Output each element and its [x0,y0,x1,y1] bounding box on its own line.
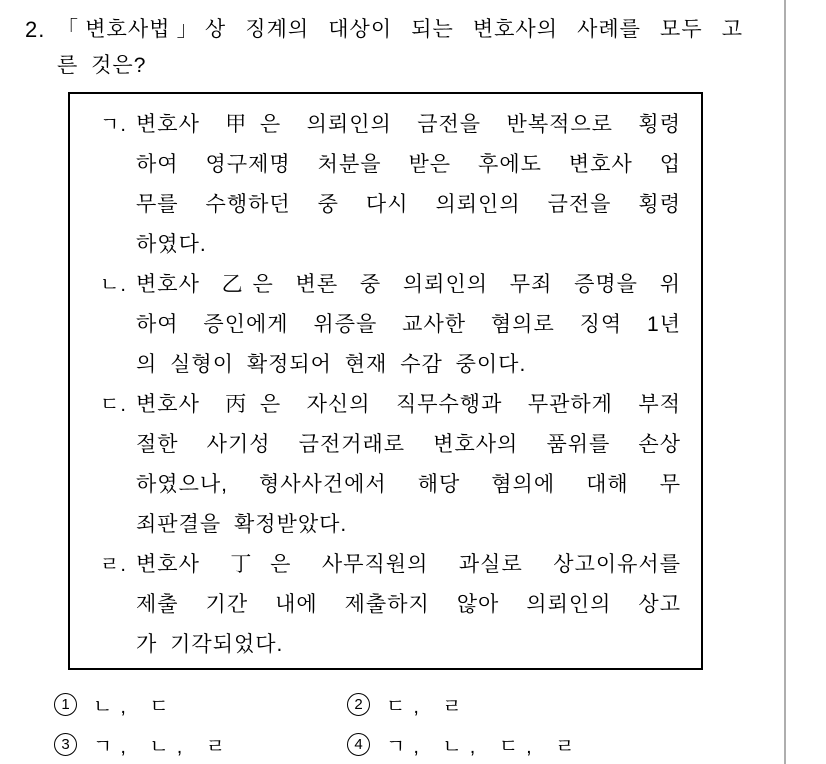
case-rieul-line-3: 가 기각되었다. [136,633,284,656]
case-digeut-line-4: 죄판결을 확정받았다. [136,513,348,536]
case-marker-giyeok: ㄱ. [100,114,127,136]
case-item-nieun [100,265,681,385]
case-rieul-line-2: 제출 기간 내에 제출하지 않아 의뢰인의 상고 [136,593,681,616]
answer-choice-4[interactable] [347,731,583,757]
answer-choice-1[interactable] [54,691,177,717]
case-marker-rieul: ㄹ. [100,554,127,576]
case-digeut-line-2: 절한 사기성 금전거래로 변호사의 품위를 손상 [136,433,681,456]
question-text-line-1: 「변호사법」상 징계의 대상이 되는 변호사의 사례를 모두 고 [57,18,743,41]
choice-2-label: ㄷ, ㄹ [386,695,470,718]
case-nieun-line-1: 변호사 乙은 변론 중 의뢰인의 무죄 증명을 위 [136,273,681,296]
question-text-line-2: 른 것은? [57,54,147,77]
choice-2-circle-number: 2 [347,693,370,716]
case-marker-nieun: ㄴ. [100,274,127,296]
choice-1-circle-number: 1 [54,693,77,716]
choice-3-label: ㄱ, ㄴ, ㄹ [93,735,234,758]
case-giyeok-line-1: 변호사 甲은 의뢰인의 금전을 반복적으로 횡령 [136,113,681,136]
question-number: 2. [25,17,46,42]
case-marker-digeut: ㄷ. [100,394,127,416]
case-giyeok-line-4: 하였다. [136,233,207,256]
choice-4-label: ㄱ, ㄴ, ㄷ, ㄹ [386,735,583,758]
case-rieul-line-1: 변호사 丁은 사무직원의 과실로 상고이유서를 [136,553,681,576]
case-item-digeut [100,385,681,545]
case-giyeok-line-3: 무를 수행하던 중 다시 의뢰인의 금전을 횡령 [136,193,681,216]
cases-box [68,92,703,670]
answer-choice-3[interactable] [54,731,233,757]
choice-1-label: ㄴ, ㄷ [93,695,177,718]
case-digeut-line-3: 하였으나, 형사사건에서 해당 혐의에 대해 무 [136,473,681,496]
case-item-giyeok [100,105,681,265]
case-item-rieul [100,545,681,665]
case-nieun-line-3: 의 실형이 확정되어 현재 수감 중이다. [136,353,527,376]
answer-choice-2[interactable] [347,691,470,717]
column-divider-line [784,0,786,764]
choice-3-circle-number: 3 [54,733,77,756]
case-digeut-line-1: 변호사 丙은 자신의 직무수행과 무관하게 부적 [136,393,681,416]
choice-4-circle-number: 4 [347,733,370,756]
case-nieun-line-2: 하여 증인에게 위증을 교사한 혐의로 징역 1년 [136,313,681,336]
case-giyeok-line-2: 하여 영구제명 처분을 받은 후에도 변호사 업 [136,153,681,176]
question-text [57,12,743,84]
